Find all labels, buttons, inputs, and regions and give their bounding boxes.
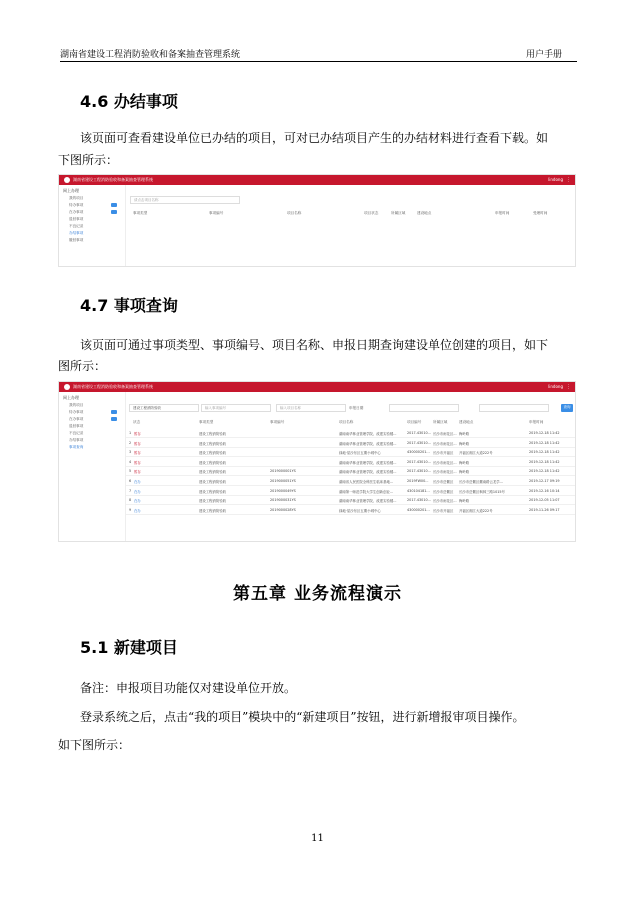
cell-no: 4 — [129, 459, 132, 464]
cell-code: 2017-43010... — [407, 431, 431, 435]
chapter-5-heading: 第五章 业务流程演示 — [233, 584, 402, 604]
fire-logo-icon — [64, 177, 70, 183]
cell-status[interactable]: 在办 — [134, 508, 141, 513]
cell-name: 湖南南华林业管理学院、改建实验楼... — [339, 441, 397, 446]
cell-time: 2019-12-05 11:07 — [529, 498, 560, 503]
section-4-7-paragraph-line2: 图所示： — [58, 359, 107, 373]
screenshot-item-query — [58, 381, 576, 542]
date-end-input[interactable] — [479, 404, 549, 412]
in-progress-badge — [111, 417, 117, 421]
date-start-input[interactable] — [389, 404, 459, 412]
cell-status[interactable]: 暂存 — [134, 432, 141, 436]
cell-code: 2019FW00... — [407, 479, 429, 483]
page-number: 11 — [311, 833, 324, 844]
cell-type: 建设工程消防验收 — [199, 451, 227, 456]
cell-code: 2017-43010... — [407, 459, 431, 464]
table-row[interactable] — [126, 496, 575, 505]
cell-area: 长沙市开福区 — [433, 508, 454, 513]
col-location: 建设地点 — [459, 420, 474, 424]
cell-area: 长沙市雨花区... — [433, 441, 457, 446]
cell-time: 2019-12-17 09:19 — [529, 479, 560, 483]
cell-number: 2019000028YS — [270, 507, 296, 512]
section-4-6-paragraph-line2: 下图所示： — [58, 153, 119, 167]
sidebar-root[interactable]: 网上办理 — [63, 188, 79, 193]
col-code: 项目编号 — [407, 420, 422, 424]
col-area: 所属区域 — [433, 420, 448, 424]
cell-name: 湖南省人民医院全科医生临床基地... — [339, 480, 394, 484]
cell-area: 长沙市岳麓区 — [433, 489, 454, 494]
cell-number: 2019000001YS — [270, 469, 296, 474]
cell-status[interactable]: 暂存 — [134, 470, 141, 475]
more-menu-icon[interactable]: ⋮ — [566, 177, 571, 183]
in-progress-badge — [111, 210, 117, 214]
cell-name: 湖南南华林业管理学院、改建实验楼... — [339, 460, 397, 465]
sidebar-item-bad-records[interactable]: 不良记录 — [69, 431, 84, 435]
cell-time: 2019-12-16 10:14 — [529, 488, 560, 493]
app-title-bar — [59, 175, 575, 185]
cell-status[interactable]: 在办 — [134, 499, 141, 504]
user-name[interactable]: lindong — [548, 384, 563, 389]
cell-name: 绿地·星沙东区五期小城中心 — [339, 508, 381, 513]
cell-type: 建设工程消防验收 — [199, 499, 227, 504]
cell-number: 2019000049YS — [270, 488, 296, 493]
cell-number: 2019000051YS — [270, 479, 296, 483]
cell-time: 2019-11-26 09:17 — [529, 507, 560, 512]
col-name: 项目名称 — [339, 420, 354, 424]
cell-addr: 梅岭路 — [459, 460, 470, 465]
col-accept-time: 受理时间 — [533, 211, 548, 215]
col-status: 项目状态 — [364, 211, 379, 215]
cell-no: 1 — [129, 431, 132, 435]
sidebar-item-returned[interactable]: 退回事项 — [69, 217, 84, 221]
sidebar-item-query[interactable]: 事项查询 — [69, 445, 84, 449]
cell-addr: 梅岭路 — [459, 499, 470, 504]
cell-status[interactable]: 暂存 — [134, 441, 141, 446]
cell-addr: 开福区湘江大道222号 — [459, 451, 493, 456]
sidebar-item-in-progress[interactable]: 在办事项 — [69, 210, 84, 214]
table-row[interactable] — [126, 487, 575, 496]
cell-addr: 长沙市岳麓区麓南路云龙学... — [459, 480, 503, 484]
table-row[interactable] — [126, 506, 575, 515]
cell-addr: 梅岭路 — [459, 470, 470, 475]
section-4-6-heading: 4.6 办结事项 — [80, 92, 178, 111]
app-title-bar — [59, 382, 575, 392]
cell-status[interactable]: 在办 — [134, 480, 141, 484]
section-4-7-paragraph-line1: 该页面可通过事项类型、事项编号、项目名称、申报日期查询建设单位创建的项目，如下 — [80, 338, 549, 352]
cell-area: 长沙市开福区 — [433, 451, 454, 456]
cell-number: 2019000031YS — [270, 498, 296, 503]
section-5-1-paragraph-line1: 登录系统之后，点击“我的项目”模块中的“新建项目”按钮，进行新增报审项目操作。 — [80, 710, 525, 724]
sidebar-item-returned[interactable]: 退回事项 — [69, 424, 84, 428]
number-input[interactable]: 输入事项编号 — [201, 404, 271, 412]
cell-code: 2017-43010... — [407, 440, 431, 445]
sidebar-item-my-projects[interactable]: 我的项目 — [69, 403, 84, 407]
cell-addr: 梅岭路 — [459, 441, 470, 446]
app-title: 湖南省建设工程消防验收和备案抽查管理系统 — [73, 177, 153, 182]
user-name[interactable]: lindong — [548, 177, 563, 182]
cell-area: 长沙市雨花区... — [433, 499, 457, 504]
table-row[interactable] — [126, 439, 575, 448]
cell-code: 430000201... — [407, 450, 430, 455]
cell-time: 2019-12-18 11:42 — [529, 469, 560, 474]
sidebar — [59, 185, 126, 266]
cell-no: 7 — [129, 488, 132, 493]
cell-code: 2017-43010... — [407, 498, 431, 503]
col-area: 所属区域 — [391, 211, 406, 215]
cell-no: 6 — [129, 479, 132, 483]
more-menu-icon[interactable]: ⋮ — [566, 384, 571, 390]
table-row[interactable] — [126, 448, 575, 457]
sidebar-item-my-projects[interactable]: 我的项目 — [69, 196, 84, 200]
sidebar-item-bad-records[interactable]: 不良记录 — [69, 224, 84, 228]
section-4-6-paragraph-line1: 该页面可查看建设单位已办结的项目，可对已办结项目产生的办结材料进行查看下载。如 — [80, 131, 549, 145]
query-button[interactable]: 查询 — [561, 404, 573, 412]
cell-name: 湖南南华林业管理学院、改建实验楼... — [339, 499, 397, 504]
col-number: 事项编号 — [209, 211, 224, 215]
cell-addr: 开福区湘江大道222号 — [459, 508, 493, 513]
col-type: 事项类型 — [199, 420, 214, 424]
cell-area: 长沙市岳麓区 — [433, 480, 454, 484]
cell-area: 长沙市雨花区... — [433, 470, 457, 475]
cell-no: 5 — [129, 469, 132, 474]
cell-status[interactable]: 暂存 — [134, 460, 141, 465]
sidebar-item-todo[interactable]: 待办事项 — [69, 410, 84, 414]
col-status: 状态 — [133, 420, 141, 424]
col-location: 建设地点 — [417, 211, 432, 215]
cell-area: 长沙市雨花区... — [433, 460, 457, 465]
col-name: 项目名称 — [287, 211, 302, 215]
todo-badge — [111, 203, 117, 207]
col-time: 申报时间 — [529, 420, 544, 424]
cell-type: 建设工程消防验收 — [199, 480, 227, 484]
cell-name: 湖南南华林业管理学院、改建实验楼... — [339, 470, 397, 475]
cell-addr: 梅岭路 — [459, 432, 470, 436]
screenshot-completed-items — [58, 174, 576, 267]
cell-status[interactable]: 暂存 — [134, 451, 141, 456]
header-title: 湖南省建设工程消防验收和备案抽查管理系统 — [60, 50, 241, 60]
project-search-input[interactable]: 请点击项目名称 — [130, 196, 240, 204]
section-4-7-heading: 4.7 事项查询 — [80, 296, 178, 315]
cell-type: 建设工程消防验收 — [199, 460, 227, 465]
cell-type: 建设工程消防验收 — [199, 432, 227, 436]
col-submit-time: 申报时间 — [495, 211, 510, 215]
col-type: 事项类型 — [133, 211, 148, 215]
cell-no: 8 — [129, 498, 132, 503]
table-row[interactable] — [126, 467, 575, 476]
cell-code: 430104181... — [407, 488, 430, 493]
cell-type: 建设工程消防验收 — [199, 508, 227, 513]
cell-type: 建设工程消防验收 — [199, 470, 227, 475]
cell-no: 9 — [129, 507, 132, 512]
sidebar-item-in-progress[interactable]: 在办事项 — [69, 417, 84, 421]
sidebar-root[interactable]: 网上办理 — [63, 395, 79, 400]
section-5-1-heading: 5.1 新建项目 — [80, 638, 178, 657]
cell-name: 湖南第一师范学院大学生创新创业... — [339, 489, 394, 494]
page-header — [60, 44, 577, 62]
cell-no: 2 — [129, 440, 132, 445]
sidebar-item-withdrawn[interactable]: 撤回事项 — [69, 238, 84, 242]
cell-no: 3 — [129, 450, 132, 455]
section-5-1-paragraph-line2: 如下图所示： — [58, 738, 131, 752]
cell-area: 长沙市雨花区... — [433, 432, 457, 436]
col-number: 事项编号 — [270, 420, 285, 424]
cell-time: 2019-12-18 11:42 — [529, 450, 560, 455]
sidebar-item-completed[interactable]: 办结事项 — [69, 438, 84, 442]
cell-code: 2017-43010... — [407, 469, 431, 474]
cell-time: 2019-12-18 11:42 — [529, 440, 560, 445]
sidebar-item-todo[interactable]: 待办事项 — [69, 203, 84, 207]
table-row[interactable] — [126, 477, 575, 486]
type-select[interactable]: 建设工程消防验收 — [129, 404, 199, 412]
cell-type: 建设工程消防验收 — [199, 441, 227, 446]
date-label: 申报日期 — [349, 406, 364, 410]
section-5-1-note: 备注：申报项目功能仅对建设单位开放。 — [80, 681, 297, 695]
sidebar — [59, 392, 126, 541]
cell-name: 湖南南华林业管理学院、改建实验楼... — [339, 432, 397, 436]
fire-logo-icon — [64, 384, 70, 390]
name-input[interactable]: 输入项目名称 — [276, 404, 346, 412]
cell-time: 2019-12-18 11:42 — [529, 459, 560, 464]
header-manual-label: 用户手册 — [526, 50, 563, 60]
cell-code: 430000201... — [407, 507, 430, 512]
cell-time: 2019-12-18 11:42 — [529, 431, 560, 435]
table-row[interactable] — [126, 458, 575, 467]
cell-name: 绿地·星沙东区五期小城中心 — [339, 451, 381, 456]
cell-status[interactable]: 在办 — [134, 489, 141, 494]
cell-type: 建设工程消防验收 — [199, 489, 227, 494]
sidebar-item-completed[interactable]: 办结事项 — [69, 231, 84, 235]
app-title: 湖南省建设工程消防验收和备案抽查管理系统 — [73, 384, 153, 389]
table-row[interactable] — [126, 429, 575, 438]
cell-addr: 长沙市岳麓区枫林三路1015号 — [459, 489, 505, 494]
todo-badge — [111, 410, 117, 414]
